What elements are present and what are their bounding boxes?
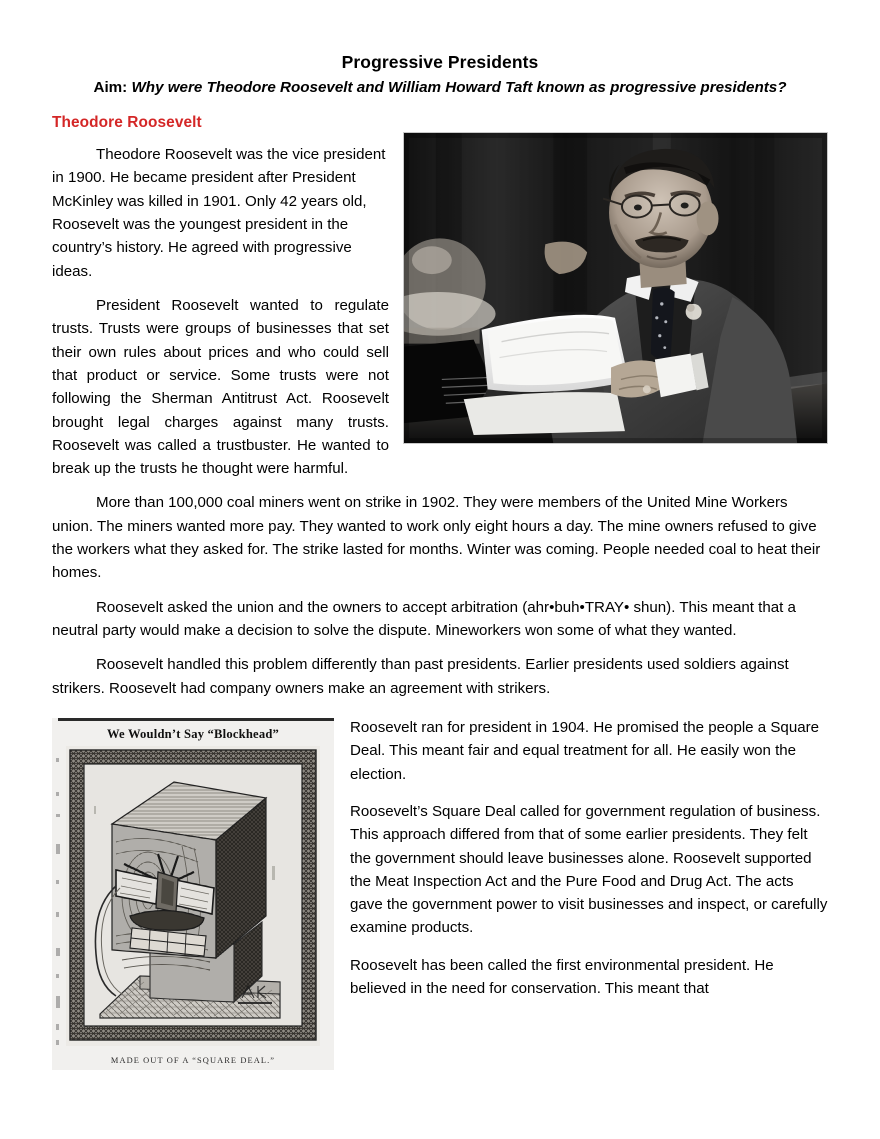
theodore-roosevelt-photograph [403,132,828,444]
cartoon-illustration [66,746,320,1046]
bottom-section [52,716,828,1070]
paragraph-square-deal-election: Roosevelt ran for president in 1904. He promised the people a Square Deal. This meant fair and equal treatment for all. He easily won the election. [350,718,820,783]
paragraph-arbitration: Roosevelt asked the union and the owners to accept arbitration (ahr•buh•TRAY• shun). This meant that a neutral party would make a decision to solve the dispute. Mineworkers won some of what they wanted. [52,598,796,639]
political-cartoon-container [52,718,334,1070]
paragraph-square-deal-regulation: Roosevelt’s Square Deal called for government regulation of business. This approach differed from that of some earlier presidents. They felt the government should leave businesses alone. Roosevelt supported the Meat Inspection Act and the Pure Food and Drug Act. The acts gave the government power to visit businesses and inspect, or carefully examine products. [350,802,828,937]
political-cartoon [52,718,334,1070]
cartoon-margin-marks-icon [55,752,63,1052]
aim-label: Aim: [93,79,128,96]
cartoon-caption-top: We Wouldn’t Say “Blockhead” [106,726,280,741]
paragraph-coal-strike: More than 100,000 coal miners went on strike in 1902. They were members of the United Mine Workers union. The miners wanted more pay. They wanted to work only eight hours a day. The mine owners refused to give the workers what they asked for. The strike lasted for months. Winter was coming. People needed coal to heat their homes. [52,494,821,582]
paragraph-handled-differently: Roosevelt handled this problem differently than past presidents. Earlier presidents used soldiers against strikers. Roosevelt had company owners make an agreement with strikers. [52,656,789,697]
cartoon-top-rule [58,718,334,721]
paragraph-roosevelt-vice-president: Theodore Roosevelt was the vice president in 1900. He became president after President McKinley was killed in 1901. Only 42 years old, Roosevelt was the youngest president in the country’s history. He agreed with progressive ideas. [52,146,386,280]
cartoon-caption-bottom: MADE OUT OF A “SQUARE DEAL.” [110,1055,276,1065]
page-title: Progressive Presidents [341,52,539,72]
paragraph-environmental-president: Roosevelt has been called the first environmental president. He believed in the need for conservation. This meant that [350,956,774,998]
paragraph-regulate-trusts: President Roosevelt wanted to regulate trusts. Trusts were groups of businesses that set their own rules about prices and who could sell that product or service. Some trusts were not following the Sherman Antitrust Act. Roosevelt brought legal charges against many trusts. Roosevelt was called a trustbuster. He wanted to break up the trusts he thought were harmful. [52,296,389,478]
aim-question: Why were Theodore Roosevelt and William Howard Taft known as progressive presidents? [131,79,787,96]
document-content [52,0,828,1070]
theodore-roosevelt-photo-container [403,132,828,444]
section-heading-theodore-roosevelt: Theodore Roosevelt [52,114,202,132]
aim-statement [52,78,828,98]
